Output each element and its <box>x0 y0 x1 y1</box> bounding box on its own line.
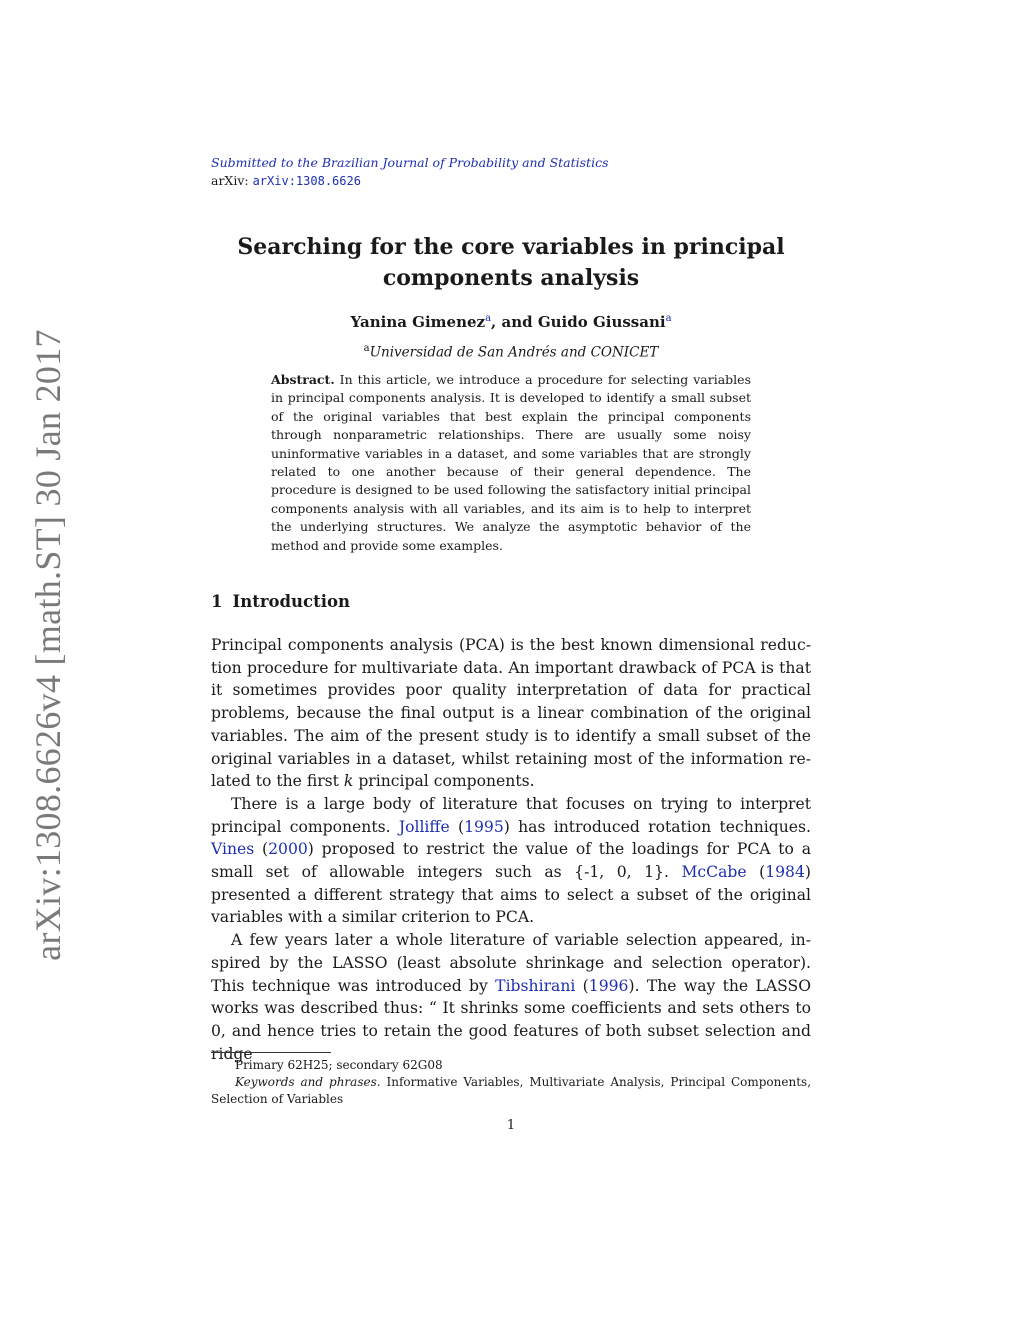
paragraph-2: There is a large body of literature that focuses on trying to interpret principal components. Jolliffe (1995) has introduced rotation techniques. Vines (2000) proposed to restrict the value of the loadings for PCA to a small set of allowable integers such as {-1, 0, 1}. McCabe (1984) presented a different strategy that aims to select a subset of the original variables with a similar criterion to PCA. <box>211 794 811 927</box>
author-list <box>211 313 811 331</box>
paragraph-1 <box>211 634 811 793</box>
title-line-1: Searching for the core variables in principal <box>237 234 785 260</box>
footnote-classification: Primary 62H25; secondary 62G08 <box>235 1058 443 1072</box>
author-1-affil-link[interactable]: a <box>485 313 492 324</box>
para2-text-4: presented a different strategy that aims to select a subset of the original variables with a similar criterion to PCA. <box>211 885 811 927</box>
abstract-label: Abstract. <box>271 372 335 387</box>
section-number: 1 <box>211 592 223 611</box>
arxiv-side-stamp: arXiv:1308.6626v4 [math.ST] 30 Jan 2017 <box>28 329 68 961</box>
author-2: Guido Giussani <box>537 313 666 331</box>
author-separator: , and <box>491 313 538 331</box>
journal-link[interactable]: Submitted to the Brazilian Journal of Probability and Statistics <box>211 155 609 170</box>
abstract-text: In this article, we introduce a procedure for selecting variables in principal components analysis. It is developed to identify a small subset of the original variables that best explain the principal components through nonparametric relationships. There are usually some noisy uninformative variables in a dataset, and some variables that are strongly related to one another because of their general dependence. The procedure is designed to be used following the satisfactory initial principal components analysis with all variables, and its aim is to help to interpret the underlying structures. We analyze the asymptotic behavior of the method and provide some examples. <box>271 372 751 553</box>
title-line-2: components analysis <box>382 265 640 291</box>
cite-mccabe-year[interactable]: 1984 <box>765 863 805 882</box>
cite-jolliffe[interactable]: Jolliffe <box>398 817 450 836</box>
cite-tibshirani[interactable]: Tibshirani <box>495 976 576 995</box>
arxiv-line <box>211 172 609 190</box>
para2-text-1: There is a large body of literature that focuses on trying to interpret principal components. <box>211 794 811 836</box>
abstract <box>271 371 751 555</box>
para1-text-b: principal components. <box>353 772 535 791</box>
cite-mccabe[interactable]: McCabe <box>681 863 747 882</box>
page-number: 1 <box>506 1118 516 1133</box>
arxiv-label: arXiv: <box>211 173 253 188</box>
cite-vines-year[interactable]: 2000 <box>268 840 308 859</box>
page-header <box>211 154 609 190</box>
footnote-keywords <box>211 1074 811 1108</box>
arxiv-id-link[interactable]: arXiv:1308.6626 <box>252 174 361 188</box>
footnote-rule <box>211 1052 331 1053</box>
paragraph-3: A few years later a whole literature of variable selection appeared, inspired by the LASSO (least absolute shrinkage and selection operator). This technique was introduced by Tibshirani (1996). The way the LASSO works was described thus: “ It shrinks some coefficients and sets others to 0, and hence tries to retain the good features of both subset selection and ridge <box>211 931 811 1063</box>
body-text <box>211 634 811 1065</box>
para2-text-3: proposed to restrict the value of the loadings for PCA to a small set of allowable integers such as {-1, 0, 1}. <box>211 840 811 882</box>
affiliation-mark: a <box>363 343 370 354</box>
keywords-label: Keywords and phrases. <box>235 1075 381 1089</box>
para3-text-1: A few years later a whole literature of variable selection appeared, inspired by the LASSO (least absolute shrinkage and selection operator). This technique was introduced by <box>211 931 811 995</box>
para2-text-2: has introduced rotation techniques. <box>509 817 811 836</box>
para1-text-a: Principal components analysis (PCA) is the best known dimensional reduction procedure for multivariate data. An important drawback of PCA is that it sometimes provides poor quality interpretation of data for practical problems, because the final output is a linear combination of the original variables. The aim of the present study is to identify a small subset of the original variables in a dataset, whilst retaining most of the information related to the first <box>211 636 811 791</box>
author-2-affil-link[interactable]: a <box>665 313 672 324</box>
cite-tibshirani-year[interactable]: 1996 <box>588 976 629 995</box>
para1-math-k: k <box>343 772 354 791</box>
section-heading <box>211 592 350 611</box>
paper-title <box>211 232 811 294</box>
affiliation-text: Universidad de San Andrés and CONICET <box>369 344 659 361</box>
author-1: Yanina Gimenez <box>350 313 486 331</box>
keywords-text: Informative Variables, Multivariate Analysis, Principal Components, Selection of Variables <box>211 1075 812 1106</box>
para3-text-2: . The way the LASSO works was described thus: “ It shrinks some coefficients and sets others to 0, and hence tries to retain the good features of both subset selection and ridge <box>211 976 811 1063</box>
cite-jolliffe-year[interactable]: 1995 <box>464 817 504 836</box>
affiliation <box>211 343 811 361</box>
section-title: Introduction <box>232 592 350 611</box>
cite-vines[interactable]: Vines <box>211 840 255 859</box>
footnotes <box>211 1057 811 1108</box>
